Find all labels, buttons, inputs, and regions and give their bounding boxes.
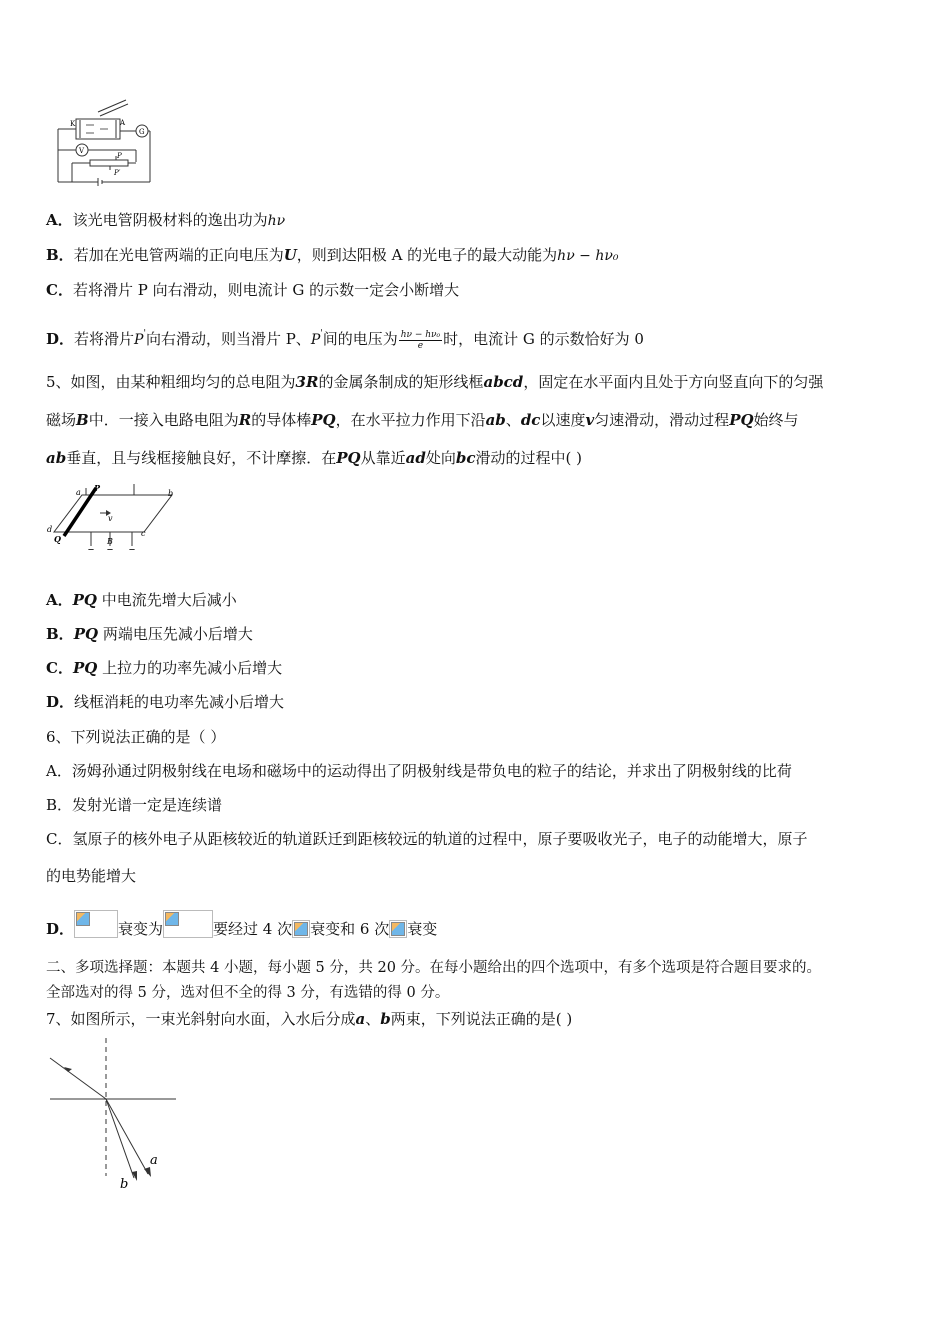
- section2-instructions-line1: 二、多项选择题：本题共 4 小题，每小题 5 分，共 20 分。在每小题给出的四个选项中，有多个选项是符合题目要求的。: [46, 960, 822, 976]
- fraction-stopping-voltage: $\frac{\text{hν − hν₀}}{e}$: [400, 329, 441, 351]
- label-a: a: [150, 1153, 158, 1168]
- label-G: G: [139, 128, 145, 136]
- broken-image-icon: [292, 920, 310, 938]
- q6-stem: 6、下列说法正确的是（ ）: [46, 728, 226, 746]
- label-K: K: [70, 120, 76, 128]
- q4-option-d[interactable]: D．若将滑片P'向右滑动，则当滑片 P、P'间的电压为 $\frac{\text{hν − hν₀}}{e}$ 时，电流计 G 的示数恰好为 0: [46, 329, 644, 351]
- q5-stem-line3: ab垂直，且与线框接触良好，不计摩擦．在PQ从靠近ad处向bc滑动的过程中( ): [46, 449, 582, 467]
- label-A: A: [120, 119, 126, 127]
- math-max-kinetic-energy: hν − hν₀: [557, 248, 619, 264]
- label-c: c: [141, 529, 146, 538]
- math-h-nu: hν: [267, 213, 286, 229]
- q6-option-c[interactable]: C．氢原子的核外电子从距核较近的轨道跃迁到距核较远的轨道的过程中，原子要吸收光子，电子的动能增大，原子: [46, 830, 808, 848]
- q5-stem-line2: 磁场B中．一接入电路电阻为R的导体棒PQ，在水平拉力作用下沿ab、dc以速度v匀速滑动，滑动过程PQ始终与: [46, 411, 799, 429]
- label-V: V: [79, 147, 85, 155]
- label-P: P: [117, 152, 122, 160]
- broken-image-icon: [389, 920, 407, 938]
- q5-option-a[interactable]: A．PQ 中电流先增大后减小: [46, 591, 237, 609]
- q4-option-c[interactable]: C．若将滑片 P 向右滑动，则电流计 G 的示数一定会小断增大: [46, 281, 460, 299]
- q5-stem-line1: 5、如图，由某种粗细均匀的总电阻为3R的金属条制成的矩形线框abcd，固定在水平面内且处于方向竖直向下的匀强: [46, 373, 824, 391]
- q7-stem: 7、如图所示，一束光斜射向水面，入水后分成a、b两束，下列说法正确的是( ): [46, 1010, 573, 1028]
- q5-option-b[interactable]: B．PQ 两端电压先减小后增大: [46, 625, 253, 643]
- label-b: b: [120, 1177, 129, 1192]
- label-B: B: [107, 537, 113, 546]
- label-b: b: [168, 489, 174, 498]
- q4-option-a[interactable]: A．该光电管阴极材料的逸出功为hν: [46, 211, 286, 229]
- q5-option-d[interactable]: D．线框消耗的电功率先减小后增大: [46, 693, 285, 711]
- broken-image-icon: [163, 910, 213, 938]
- section2-instructions-line2: 全部选对的得 5 分，选对但不全的得 3 分，有选错的得 0 分。: [46, 985, 450, 1001]
- label-P: P: [94, 483, 101, 493]
- label-v: v: [108, 514, 113, 523]
- q6-option-d[interactable]: D． 衰变为 要经过 4 次 衰变和 6 次 衰变: [46, 910, 437, 939]
- label-d: d: [47, 525, 53, 534]
- label-a: a: [76, 488, 81, 497]
- q6-option-c-cont: 的电势能增大: [46, 867, 137, 885]
- q4-option-b[interactable]: B．若加在光电管两端的正向电压为U，则到达阳极 A 的光电子的最大动能为hν − hν₀: [46, 246, 619, 264]
- label-P-prime: P′: [114, 169, 121, 177]
- photoelectric-circuit-diagram: [50, 98, 156, 190]
- rectangular-frame-diagram: [44, 480, 184, 550]
- label-Q: Q: [54, 534, 61, 544]
- broken-image-icon: [74, 910, 118, 938]
- q6-option-b[interactable]: B．发射光谱一定是连续谱: [46, 796, 223, 814]
- refraction-diagram: [44, 1036, 184, 1192]
- q6-option-a[interactable]: A．汤姆孙通过阴极射线在电场和磁场中的运动得出了阴极射线是带负电的粒子的结论，并求出了阴极射线的比荷: [46, 762, 792, 780]
- q5-option-c[interactable]: C．PQ 上拉力的功率先减小后增大: [46, 659, 283, 677]
